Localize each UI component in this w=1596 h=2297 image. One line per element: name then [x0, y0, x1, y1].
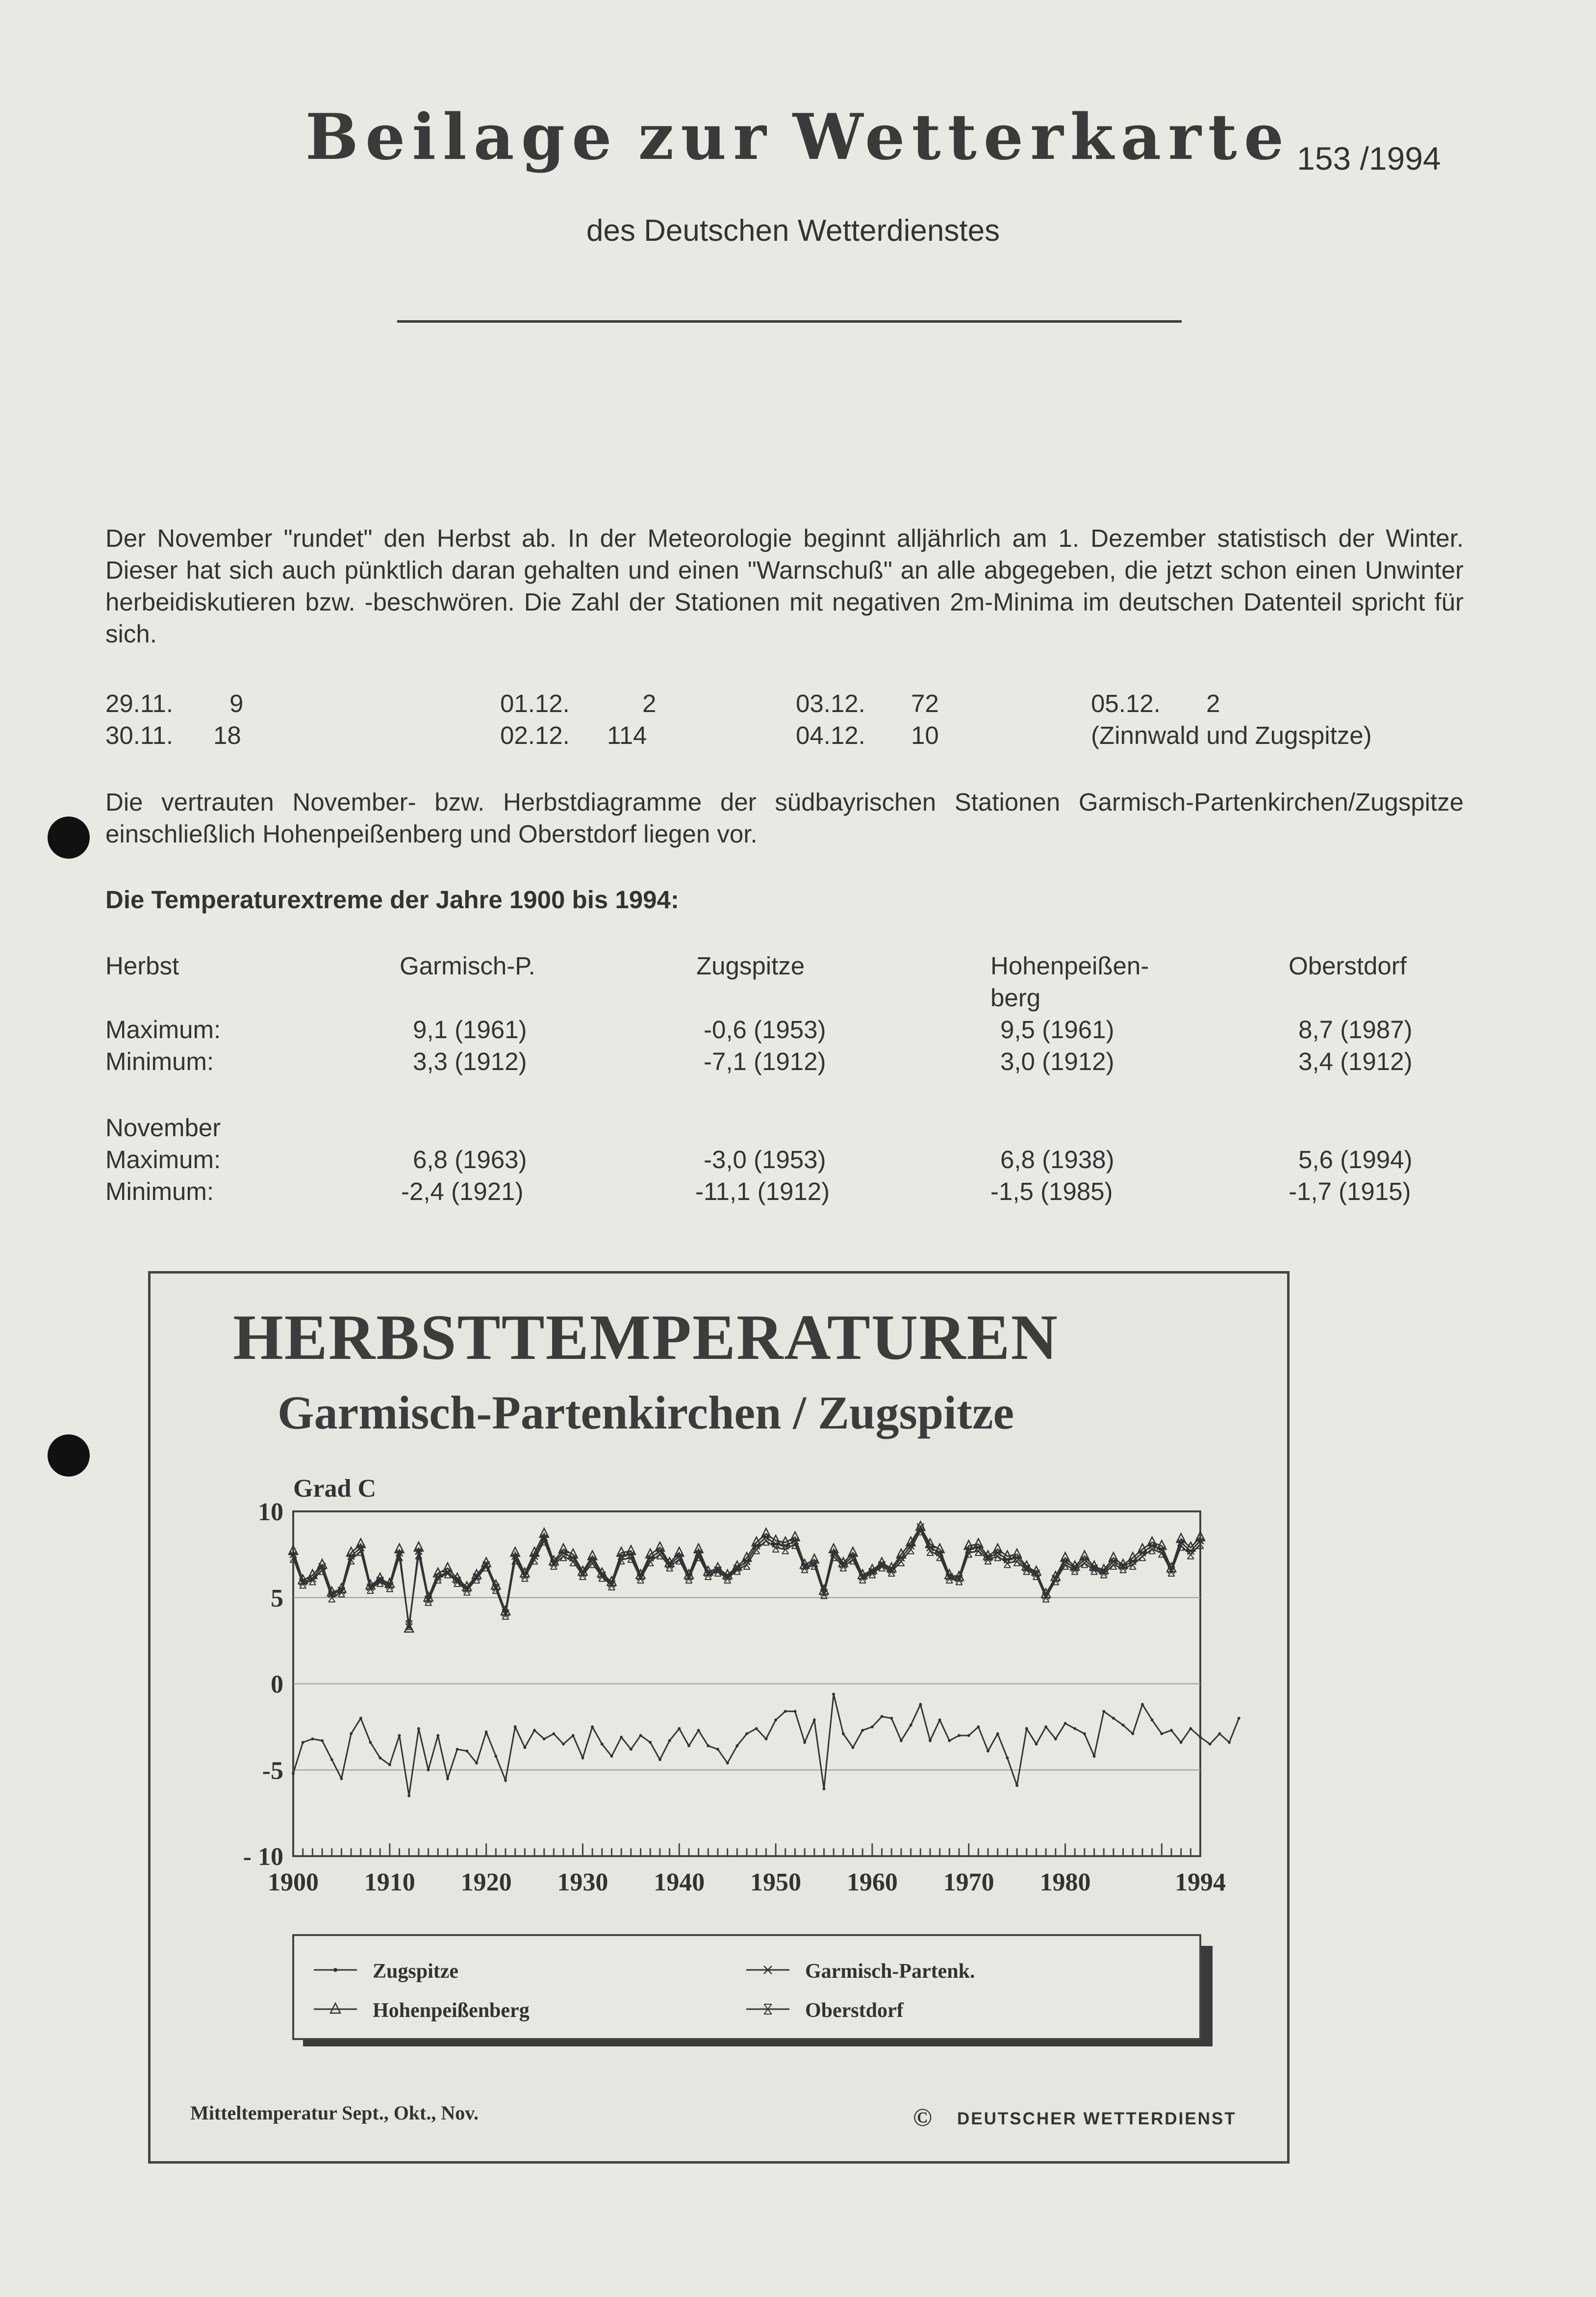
x-tick-label: 1910 [364, 1868, 415, 1896]
y-tick-label: 5 [271, 1584, 283, 1612]
data-point [735, 1744, 738, 1747]
title-word: Wetterkarte [792, 101, 1291, 174]
data-point [707, 1744, 709, 1747]
data-point [1160, 1732, 1163, 1735]
table-cell: 5,6 (1994) [1298, 1146, 1413, 1174]
count-date: 02.12. [500, 721, 570, 749]
table-cell: -3,0 (1953) [704, 1146, 826, 1174]
data-point [910, 1724, 912, 1727]
table-cell: -1,7 (1915) [1289, 1177, 1411, 1205]
column-header: Zugspitze [696, 952, 805, 980]
data-point [1083, 1732, 1086, 1735]
data-point [601, 1743, 604, 1746]
row-label: Maximum: [105, 1146, 221, 1174]
data-point [784, 1710, 787, 1713]
data-point [533, 1729, 536, 1732]
data-point [958, 1734, 961, 1737]
issue-number: 153 /1994 [1297, 140, 1441, 177]
data-point [842, 1732, 845, 1735]
data-point [1112, 1717, 1115, 1720]
x-tick-label: 1950 [750, 1868, 802, 1896]
data-point [504, 1779, 507, 1782]
chart-title: HERBSTTEMPERATUREN [233, 1301, 1059, 1373]
data-point [764, 1737, 767, 1740]
chart-footnote: Mitteltemperatur Sept., Okt., Nov. [190, 2102, 479, 2124]
data-point [369, 1741, 372, 1744]
november-label: November [105, 1114, 221, 1142]
x-tick-label: 1970 [943, 1868, 994, 1896]
x-tick-label: 1960 [846, 1868, 898, 1896]
data-point [330, 1758, 333, 1761]
data-point [1122, 1724, 1125, 1727]
data-point [1131, 1732, 1134, 1735]
x-tick-label: 1930 [557, 1868, 608, 1896]
data-point [1209, 1743, 1212, 1746]
data-point [1054, 1737, 1057, 1740]
count-date: 29.11. [105, 689, 174, 717]
count-date: 30.11. [105, 721, 174, 749]
data-point [919, 1703, 922, 1706]
count-value: 2 [642, 689, 657, 717]
count-value: 18 [213, 721, 241, 749]
data-point [630, 1748, 633, 1751]
legend-box [293, 1935, 1200, 2039]
column-header-continued: berg [990, 984, 1041, 1012]
data-point [591, 1725, 594, 1728]
count-note: (Zinnwald und Zugspitze) [1091, 721, 1372, 749]
data-point [659, 1758, 661, 1761]
data-point [938, 1718, 941, 1721]
x-tick-label: 1994 [1175, 1868, 1226, 1896]
intro-paragraph: Der November "rundet" den Herbst ab. In der Meteorologie beginnt alljährlich am 1. Dezember statistisch der Winter. Dieser hat sich auch pünktlich daran gehalten und einen "Warnschuß" an alle abgegeben, die jetzt schon einen Unwinter herbeidiskutieren bzw. -beschwören. Die Zahl der Stationen mit negativen 2m-Minima im deutschen Datenteil spricht für sich. [105, 524, 1464, 648]
data-point [996, 1732, 999, 1735]
data-point [987, 1750, 989, 1753]
y-axis-label: Grad C [293, 1475, 376, 1503]
legend-label: Zugspitze [373, 1960, 459, 1983]
data-point [832, 1693, 835, 1696]
data-point [456, 1748, 459, 1751]
data-point [446, 1777, 449, 1780]
y-tick-label: 10 [258, 1498, 283, 1526]
y-tick-label: 0 [271, 1670, 283, 1699]
data-point [726, 1761, 729, 1764]
data-point [1073, 1727, 1076, 1730]
data-point [494, 1755, 497, 1758]
data-point [813, 1718, 816, 1721]
count-value: 9 [229, 689, 244, 717]
data-point [649, 1741, 652, 1744]
data-point [851, 1746, 854, 1749]
data-point [572, 1734, 575, 1737]
data-point [1218, 1732, 1221, 1735]
data-point [436, 1734, 439, 1737]
data-point [523, 1746, 526, 1749]
data-point [1141, 1703, 1144, 1706]
column-header: Oberstdorf [1289, 952, 1407, 980]
table-cell: 6,8 (1938) [1000, 1146, 1115, 1174]
data-point [871, 1725, 874, 1728]
table-cell: -11,1 (1912) [695, 1177, 830, 1205]
data-point [1035, 1743, 1038, 1746]
table-cell: 3,0 (1912) [1000, 1047, 1115, 1075]
data-point [881, 1715, 884, 1718]
count-value: 10 [911, 721, 939, 749]
table-cell: 9,5 (1961) [1000, 1016, 1115, 1044]
row-label: Maximum: [105, 1016, 221, 1044]
count-value: 72 [911, 689, 939, 717]
data-point [359, 1717, 362, 1720]
data-point [755, 1727, 758, 1730]
data-point [407, 1794, 410, 1797]
data-point [1189, 1727, 1192, 1730]
row-label: Minimum: [105, 1177, 214, 1205]
data-point [311, 1737, 314, 1740]
data-point [861, 1729, 864, 1732]
data-point [639, 1734, 642, 1737]
x-tick-label: 1900 [268, 1868, 319, 1896]
stations-paragraph: Die vertrauten November- bzw. Herbstdiagramme der südbayrischen Stationen Garmisch-Partenkirchen/Zugspitze einschließlich Hohenpeißenberg und Oberstdorf liegen vor. [105, 788, 1464, 848]
data-point [543, 1737, 546, 1740]
data-point [678, 1727, 681, 1730]
table-cell: -7,1 (1912) [704, 1047, 826, 1075]
table-cell: 8,7 (1987) [1298, 1016, 1413, 1044]
legend-label: Garmisch-Partenk. [805, 1960, 975, 1983]
count-date: 04.12. [796, 721, 865, 749]
data-point [340, 1777, 343, 1780]
table-cell: -1,5 (1985) [990, 1177, 1113, 1205]
data-point [1238, 1717, 1241, 1720]
data-point [1102, 1710, 1105, 1713]
data-point [716, 1748, 719, 1751]
data-point [1180, 1741, 1183, 1744]
data-point [475, 1761, 478, 1764]
data-point [388, 1763, 391, 1766]
data-point [668, 1739, 671, 1742]
data-point [1064, 1722, 1066, 1725]
copyright-text: DEUTSCHER WETTERDIENST [957, 2109, 1237, 2128]
data-point [948, 1739, 951, 1742]
table-cell: -2,4 (1921) [401, 1177, 524, 1205]
data-point [552, 1732, 555, 1735]
data-point [890, 1717, 893, 1720]
data-point [514, 1725, 517, 1728]
data-point [1025, 1727, 1028, 1730]
data-point [562, 1743, 565, 1746]
title-word: zur [638, 101, 773, 174]
chart-subtitle: Garmisch-Partenkirchen / Zugspitze [277, 1386, 1014, 1439]
extremes-heading: Die Temperaturextreme der Jahre 1900 bis 1994: [105, 886, 679, 914]
count-date: 05.12. [1091, 689, 1161, 717]
data-point [302, 1741, 304, 1744]
data-point [321, 1739, 324, 1742]
data-point [697, 1729, 700, 1732]
data-point [1093, 1755, 1096, 1758]
herbst-label: Herbst [105, 952, 179, 980]
data-point [417, 1727, 420, 1730]
count-date: 01.12. [500, 689, 570, 717]
data-point [610, 1755, 613, 1758]
data-point [465, 1750, 468, 1753]
copyright-symbol: © [913, 2104, 932, 2132]
legend-label: Oberstdorf [805, 1999, 904, 2022]
data-point [1199, 1736, 1202, 1738]
data-point [967, 1734, 970, 1737]
data-point [1151, 1718, 1154, 1721]
data-point [350, 1732, 353, 1735]
data-point [1044, 1725, 1047, 1728]
data-point [292, 1772, 295, 1775]
count-date: 03.12. [796, 689, 865, 717]
data-point [620, 1736, 623, 1738]
data-point [900, 1739, 903, 1742]
table-cell: 6,8 (1963) [413, 1146, 527, 1174]
data-point [379, 1757, 381, 1760]
data-point [803, 1741, 806, 1744]
row-label: Minimum: [105, 1047, 214, 1075]
y-tick-label: -5 [262, 1757, 283, 1785]
column-header: Garmisch-P. [400, 952, 535, 980]
data-point [745, 1732, 748, 1735]
data-point [822, 1787, 825, 1790]
legend-label: Hohenpeißenberg [373, 1999, 530, 2022]
legend-marker [333, 1968, 337, 1972]
table-cell: 3,4 (1912) [1298, 1047, 1413, 1075]
title-word: Beilage [305, 101, 619, 174]
y-tick-label: - 10 [243, 1843, 283, 1871]
x-tick-label: 1980 [1039, 1868, 1091, 1896]
table-cell: 9,1 (1961) [413, 1016, 527, 1044]
data-point [1015, 1784, 1018, 1787]
data-point [687, 1744, 690, 1747]
data-point [793, 1710, 796, 1713]
x-tick-label: 1940 [654, 1868, 705, 1896]
data-point [427, 1768, 430, 1771]
data-point [398, 1734, 401, 1737]
table-cell: 3,3 (1912) [413, 1047, 527, 1075]
count-value: 2 [1206, 689, 1220, 717]
document-subtitle: des Deutschen Wetterdienstes [586, 214, 1000, 248]
data-point [977, 1725, 980, 1728]
data-point [581, 1757, 584, 1760]
data-point [774, 1718, 777, 1721]
data-point [1006, 1757, 1009, 1760]
table-cell: -0,6 (1953) [704, 1016, 826, 1044]
data-point [929, 1739, 932, 1742]
data-point [1228, 1741, 1231, 1744]
data-point [1170, 1729, 1173, 1732]
data-point [485, 1731, 488, 1734]
count-value: 114 [607, 721, 647, 749]
column-header: Hohenpeißen- [990, 952, 1149, 980]
x-tick-label: 1920 [460, 1868, 512, 1896]
